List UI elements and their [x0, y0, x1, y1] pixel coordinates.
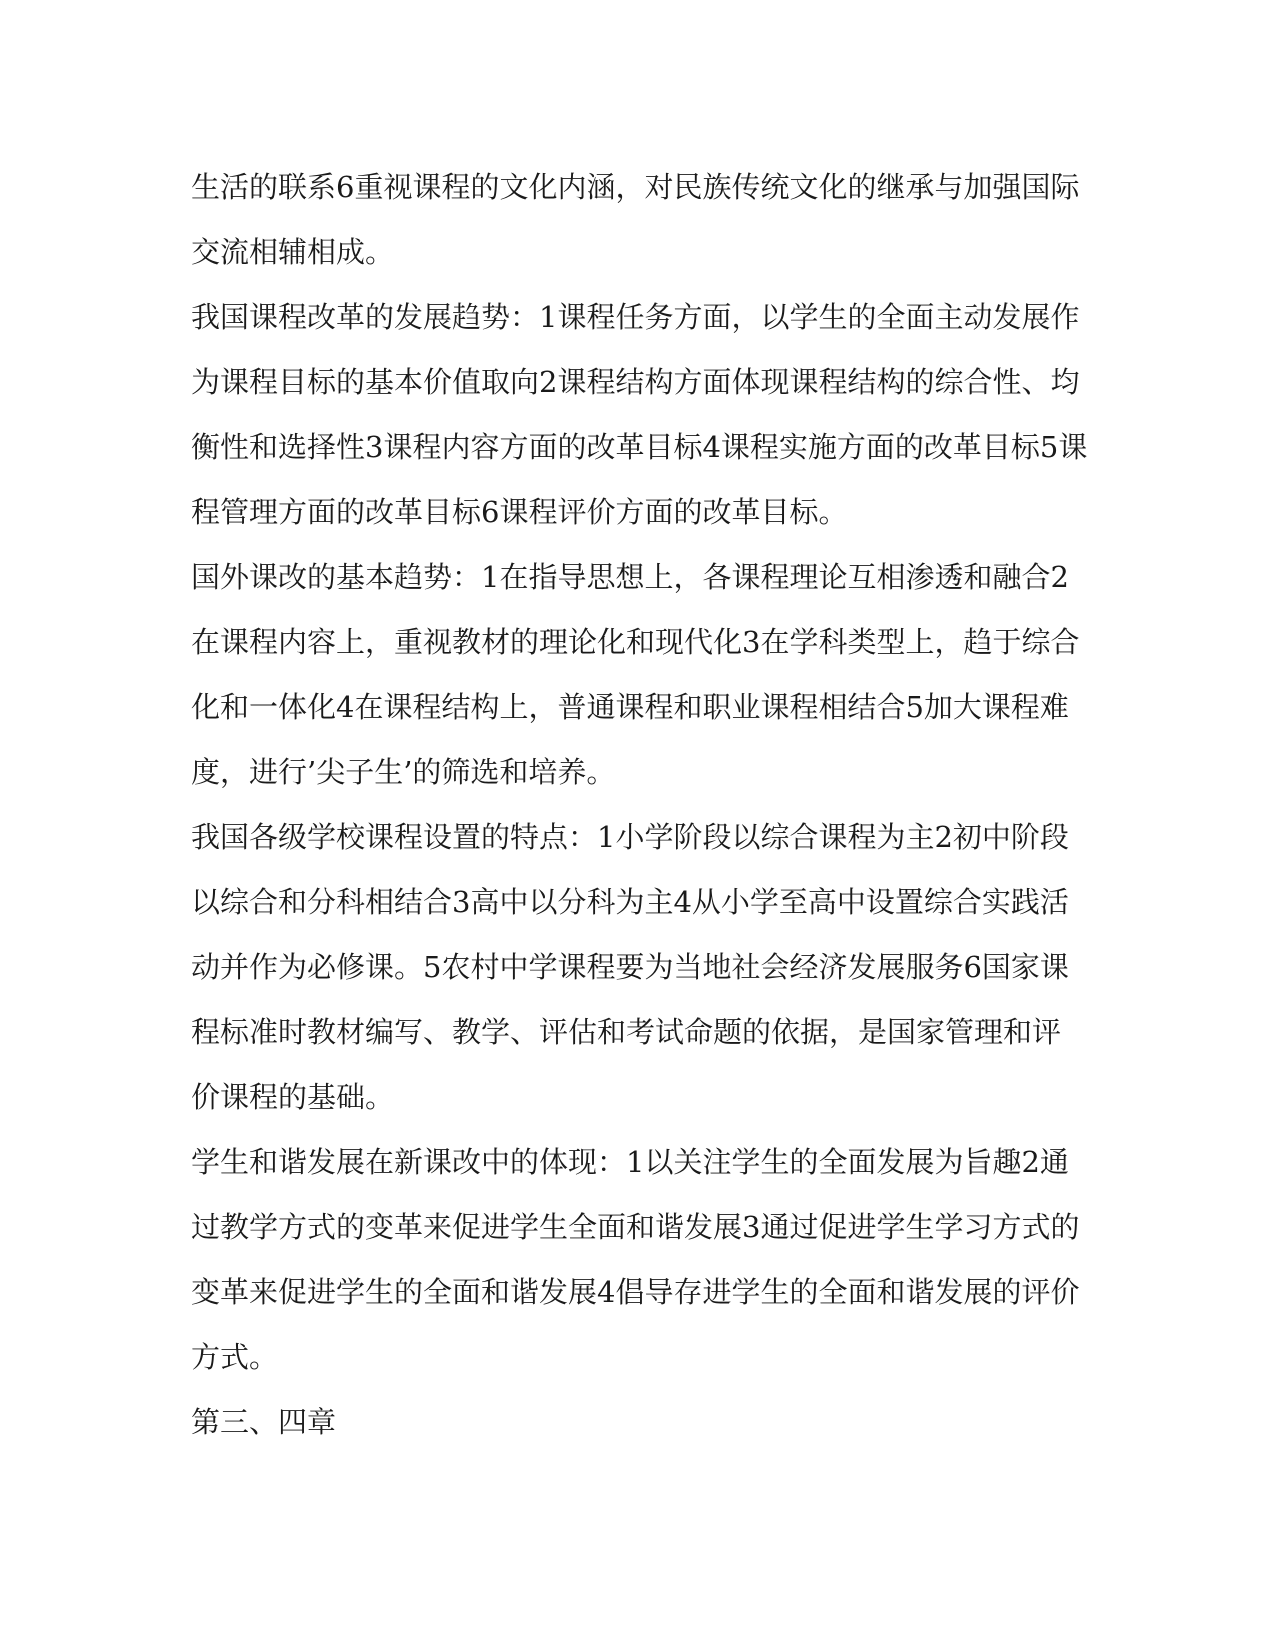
text-line: 我国课程改革的发展趋势：1课程任务方面，以学生的全面主动发展作	[191, 300, 1080, 334]
paragraph-5	[191, 1130, 1091, 1390]
paragraph-3	[191, 545, 1091, 805]
text-line: 价课程的基础。	[191, 1080, 395, 1114]
text-line: 变革来促进学生的全面和谐发展4倡导存进学生的全面和谐发展的评价	[191, 1275, 1080, 1309]
text-line: 学生和谐发展在新课改中的体现：1以关注学生的全面发展为旨趣2通	[191, 1145, 1069, 1179]
text-line: 程标准时教材编写、教学、评估和考试命题的依据，是国家管理和评	[191, 1015, 1062, 1049]
text-line: 程管理方面的改革目标6课程评价方面的改革目标。	[191, 495, 848, 529]
paragraph-1	[191, 155, 1091, 285]
text-line: 方式。	[191, 1340, 279, 1374]
text-line: 在课程内容上，重视教材的理论化和现代化3在学科类型上，趋于综合	[191, 625, 1080, 659]
body-text	[191, 155, 1091, 1455]
text-line: 为课程目标的基本价值取向2课程结构方面体现课程结构的综合性、均	[191, 365, 1080, 399]
text-line: 国外课改的基本趋势：1在指导思想上，各课程理论互相渗透和融合2	[191, 560, 1069, 594]
text-line: 我国各级学校课程设置的特点：1小学阶段以综合课程为主2初中阶段	[191, 820, 1069, 854]
text-line: 以综合和分科相结合3高中以分科为主4从小学至高中设置综合实践活	[191, 885, 1069, 919]
text-line: 动并作为必修课。5农村中学课程要为当地社会经济发展服务6国家课	[191, 950, 1069, 984]
text-line: 衡性和选择性3课程内容方面的改革目标4课程实施方面的改革目标5课	[191, 430, 1088, 464]
chapter-heading	[191, 1390, 1091, 1455]
text-line: 化和一体化4在课程结构上，普通课程和职业课程相结合5加大课程难	[191, 690, 1069, 724]
text-line: 生活的联系6重视课程的文化内涵，对民族传统文化的继承与加强国际	[191, 170, 1080, 204]
paragraph-4	[191, 805, 1091, 1130]
text-line: 交流相辅相成。	[191, 235, 395, 269]
text-line: 过教学方式的变革来促进学生全面和谐发展3通过促进学生学习方式的	[191, 1210, 1080, 1244]
paragraph-2	[191, 285, 1091, 545]
text-line: 度，进行’尖子生’的筛选和培养。	[191, 755, 616, 789]
text-line: 第三、四章	[191, 1405, 337, 1439]
